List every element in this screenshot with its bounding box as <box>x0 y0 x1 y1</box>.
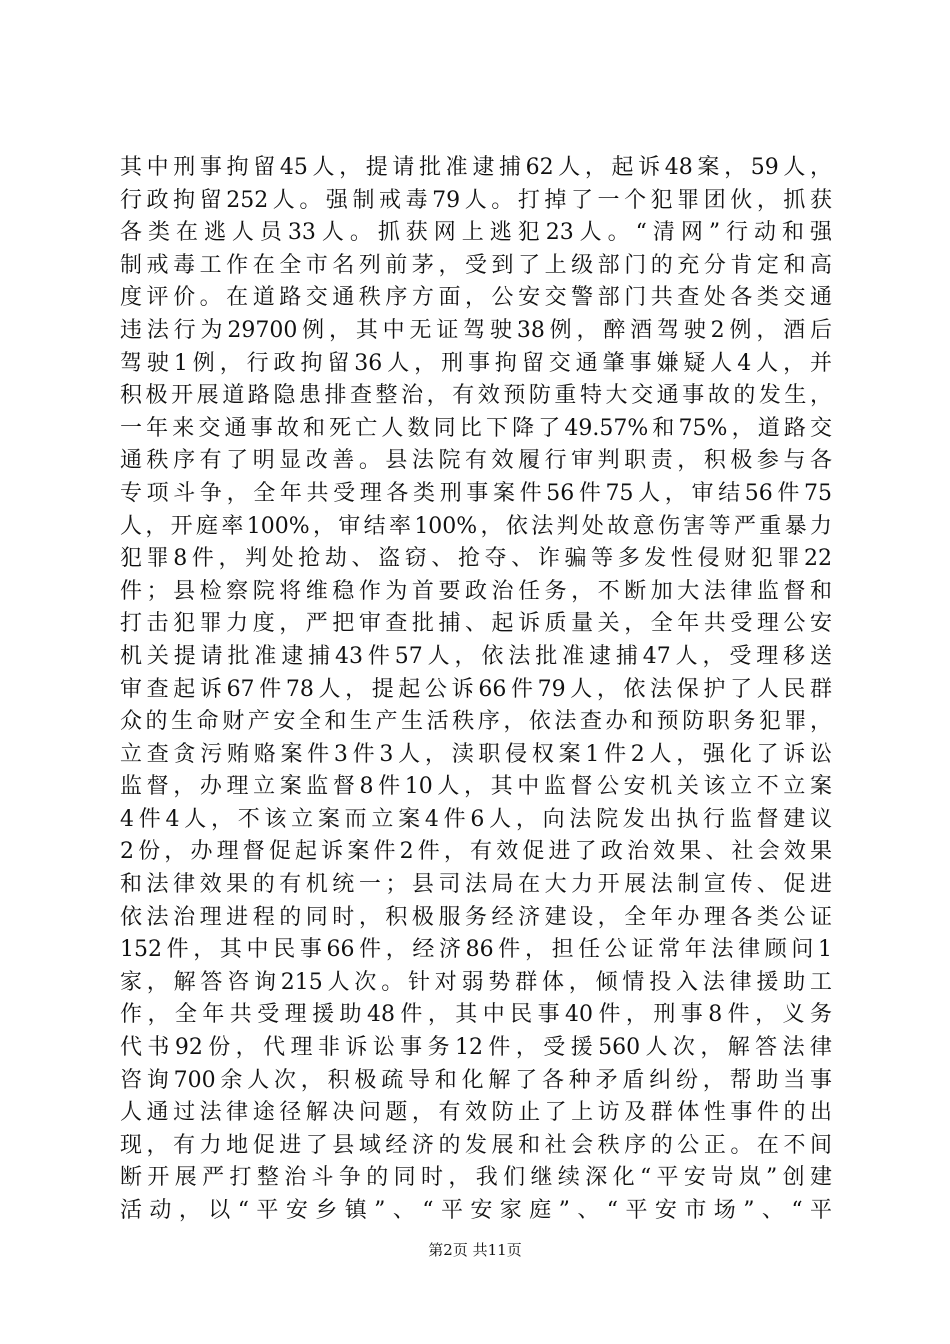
body-text <box>120 152 832 1228</box>
text-line: 现，有力地促进了县域经济的发展和社会秩序的公正。在不间 <box>120 1132 832 1158</box>
text-line: 打击犯罪力度，严把审查批捕、起诉质量关，全年共受理公安 <box>120 611 832 637</box>
text-line: 违法行为29700例，其中无证驾驶38例，醉酒驾驶2例，酒后 <box>120 317 832 343</box>
text-line: 4件4人，不该立案而立案4件6人，向法院发出执行监督建议 <box>120 806 832 832</box>
text-line: 人通过法律途径解决问题，有效防止了上访及群体性事件的出 <box>120 1100 832 1126</box>
text-line: 家，解答咨询215人次。针对弱势群体，倾情投入法律援助工 <box>120 969 832 995</box>
text-line: 人，开庭率100%，审结率100%，依法判处故意伤害等严重暴力 <box>120 513 832 539</box>
text-line: 和法律效果的有机统一；县司法局在大力开展法制宣传、促进 <box>120 872 832 898</box>
text-line: 驾驶1例，行政拘留36人，刑事拘留交通肇事嫌疑人4人，并 <box>120 350 832 376</box>
text-line: 代书92份，代理非诉讼事务12件，受援560人次，解答法律 <box>120 1035 832 1061</box>
text-line: 立查贪污贿赂案件3件3人，渎职侵权案1件2人，强化了诉讼 <box>120 741 832 767</box>
text-line: 积极开展道路隐患排查整治，有效预防重特大交通事故的发生， <box>120 383 832 409</box>
text-line: 犯罪8件，判处抢劫、盗窃、抢夺、诈骗等多发性侵财犯罪22 <box>120 546 832 572</box>
text-line: 监督，办理立案监督8件10人，其中监督公安机关该立不立案 <box>120 774 832 800</box>
text-line: 各类在逃人员33人。抓获网上逃犯23人。“清网”行动和强 <box>120 220 832 246</box>
text-line: 咨询700余人次，积极疏导和化解了各种矛盾纠纷，帮助当事 <box>120 1067 832 1093</box>
text-line: 机关提请批准逮捕43件57人，依法批准逮捕47人，受理移送 <box>120 643 832 669</box>
text-line: 一年来交通事故和死亡人数同比下降了49.57%和75%，道路交 <box>120 415 832 441</box>
text-line: 活动，以“平安乡镇”、“平安家庭”、“平安市场”、“平 <box>120 1198 832 1223</box>
text-line: 度评价。在道路交通秩序方面，公安交警部门共查处各类交通 <box>120 285 832 311</box>
text-line: 众的生命财产安全和生产生活秩序，依法查办和预防职务犯罪， <box>120 709 832 735</box>
text-line: 依法治理进程的同时，积极服务经济建设，全年办理各类公证 <box>120 904 832 930</box>
text-line: 其中刑事拘留45人，提请批准逮捕62人，起诉48案，59人， <box>120 155 832 180</box>
page-number-footer: 第2页 共11页 <box>428 1241 522 1259</box>
text-line: 专项斗争，全年共受理各类刑事案件56件75人，审结56件75 <box>120 480 832 506</box>
text-line: 审查起诉67件78人，提起公诉66件79人，依法保护了人民群 <box>120 676 832 702</box>
text-line: 2份，办理督促起诉案件2件，有效促进了政治效果、社会效果 <box>120 839 832 865</box>
text-line: 行政拘留252人。强制戒毒79人。打掉了一个犯罪团伙，抓获 <box>120 187 832 213</box>
text-line: 断开展严打整治斗争的同时，我们继续深化“平安岢岚”创建 <box>120 1165 832 1191</box>
text-line: 152件，其中民事66件，经济86件，担任公证常年法律顾问1 <box>120 937 832 963</box>
text-line: 制戒毒工作在全市名列前茅，受到了上级部门的充分肯定和高 <box>120 252 832 278</box>
text-line: 件；县检察院将维稳作为首要政治任务，不断加大法律监督和 <box>120 578 832 604</box>
text-line: 作，全年共受理援助48件，其中民事40件，刑事8件，义务 <box>120 1002 832 1028</box>
text-line: 通秩序有了明显改善。县法院有效履行审判职责，积极参与各 <box>120 448 832 474</box>
